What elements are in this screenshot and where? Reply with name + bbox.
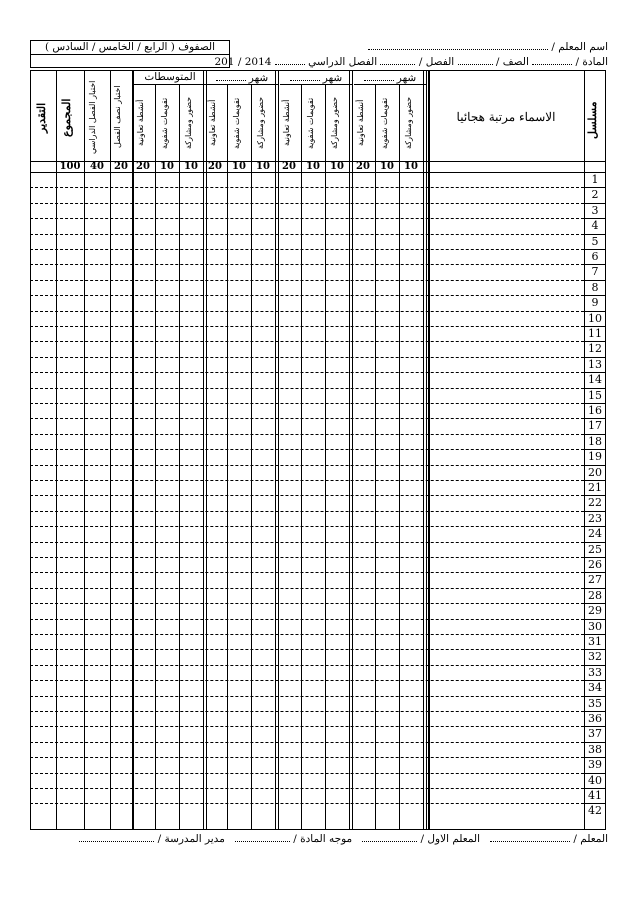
row-number: 38	[588, 742, 602, 756]
section-blank[interactable]	[380, 55, 415, 65]
table-row[interactable]	[30, 803, 606, 818]
month-2-max: 10	[306, 161, 320, 172]
month-1-header	[354, 71, 426, 84]
table-row[interactable]	[30, 557, 606, 572]
table-row[interactable]	[30, 418, 606, 433]
table-row[interactable]	[30, 480, 606, 495]
row-number: 6	[591, 250, 599, 263]
row-number: 30	[588, 619, 602, 633]
month-3-max: 20	[208, 161, 222, 172]
row-number: 29	[588, 604, 602, 618]
month-2-subheader: تقويمات شفوية	[306, 97, 315, 149]
month-2-header	[280, 71, 352, 84]
footer-principal-blank[interactable]	[79, 832, 154, 842]
row-number: 42	[588, 804, 602, 818]
grade-header: التقدير	[35, 102, 48, 134]
teacher-name-blank[interactable]	[368, 40, 548, 50]
month-1-name-blank[interactable]	[364, 71, 394, 81]
class-blank[interactable]	[458, 55, 493, 65]
total-header: المجموع	[60, 98, 73, 138]
row-number: 15	[588, 388, 602, 402]
row-number: 10	[588, 311, 602, 325]
subject-label: المادة /	[575, 56, 608, 68]
month-2-name-blank[interactable]	[290, 71, 320, 81]
averages-header-line	[134, 84, 206, 85]
table-row[interactable]	[30, 572, 606, 587]
final-header: اختبار الفصل الدراسي	[88, 80, 97, 154]
footer-first-teacher-blank[interactable]	[362, 832, 417, 842]
footer-supervisor-blank[interactable]	[235, 832, 290, 842]
subject-blank[interactable]	[532, 55, 572, 65]
grades-label: الصفوف ( الرابع / الخامس / السادس )	[44, 41, 216, 53]
row-number: 3	[591, 203, 599, 217]
table-row[interactable]	[30, 511, 606, 526]
table-row[interactable]	[30, 203, 606, 218]
row-number: 9	[591, 296, 599, 310]
table-row[interactable]	[30, 264, 606, 279]
table-row[interactable]	[30, 649, 606, 664]
averages-max: 10	[184, 161, 198, 172]
month-2-subheader: حضور ومشاركة	[330, 96, 339, 150]
row-number: 41	[588, 789, 602, 802]
table-row[interactable]	[30, 465, 606, 480]
averages-subheader: أنشطة تعاونية	[136, 99, 145, 147]
footer-supervisor-label: موجه المادة /	[293, 833, 353, 845]
table-row[interactable]	[30, 742, 606, 757]
table-row[interactable]	[30, 680, 606, 695]
row-number: 18	[588, 434, 602, 448]
table-row[interactable]	[30, 357, 606, 372]
row-number: 13	[588, 357, 602, 371]
averages-subheader: حضور ومشاركة	[184, 96, 193, 150]
max-midterm: 20	[114, 161, 128, 172]
row-number: 36	[588, 712, 602, 725]
table-row[interactable]	[30, 495, 606, 510]
month-2-max: 20	[282, 161, 296, 172]
table-row[interactable]	[30, 172, 606, 187]
table-row[interactable]	[30, 326, 606, 341]
table-row[interactable]	[30, 295, 606, 310]
footer-teacher-label: المعلم /	[573, 833, 608, 845]
table-row[interactable]	[30, 788, 606, 803]
table-row[interactable]	[30, 388, 606, 403]
row-number: 40	[588, 773, 602, 787]
row-number: 33	[588, 665, 602, 679]
row-number: 34	[588, 681, 602, 695]
row-number: 37	[588, 727, 602, 741]
month-1-subheader: حضور ومشاركة	[404, 96, 413, 150]
row-number: 4	[591, 219, 599, 233]
table-row[interactable]	[30, 526, 606, 541]
table-row[interactable]	[30, 665, 606, 680]
row-number: 14	[588, 373, 602, 387]
row-number: 17	[588, 419, 602, 433]
footer-principal-label: مدير المدرسة /	[157, 833, 225, 845]
row-number: 32	[588, 650, 602, 664]
footer-first-teacher-label: المعلم الاول /	[420, 833, 481, 845]
month-2-header-line	[280, 84, 352, 85]
row-number: 39	[588, 758, 602, 772]
row-number: 25	[588, 542, 602, 556]
table-row[interactable]	[30, 449, 606, 464]
averages-subheader: تقويمات شفوية	[160, 97, 169, 149]
row-number: 35	[588, 696, 602, 710]
month-1-header-line	[354, 84, 426, 85]
row-number: 21	[588, 481, 602, 494]
month-3-subheader: أنشطة تعاونية	[208, 99, 217, 147]
row-number: 26	[588, 558, 602, 571]
teacher-label: اسم المعلم /	[551, 41, 608, 53]
midterm-header: اختبار نصف الفصل	[113, 85, 122, 149]
footer-signatures	[28, 832, 608, 845]
month-1-max: 10	[380, 161, 394, 172]
table-row[interactable]	[30, 403, 606, 418]
row-number: 23	[588, 511, 602, 525]
month-3-subheader: حضور ومشاركة	[256, 96, 265, 150]
table-row[interactable]	[30, 218, 606, 233]
row-number: 12	[588, 342, 602, 356]
month-3-header-line	[206, 84, 278, 85]
table-row[interactable]	[30, 696, 606, 711]
month-3-subheader: تقويمات شفوية	[232, 97, 241, 149]
names-header: الاسماء مرتبة هجائيا	[456, 110, 556, 124]
row-number: 16	[588, 404, 602, 417]
row-number: 24	[588, 527, 602, 541]
table-row[interactable]	[30, 726, 606, 741]
subject-line	[214, 55, 608, 68]
table-row[interactable]	[30, 187, 606, 202]
table-row[interactable]	[30, 434, 606, 449]
month-3-name-blank[interactable]	[216, 71, 246, 81]
month-1-subheader: أنشطة تعاونية	[356, 99, 365, 147]
row-number: 31	[588, 635, 602, 648]
table-row[interactable]	[30, 588, 606, 603]
row-number: 11	[588, 327, 602, 340]
month-2-header-label: شهر	[322, 72, 343, 84]
footer-teacher-blank[interactable]	[490, 832, 570, 842]
averages-header	[134, 71, 206, 83]
year-label: 2014 /	[237, 56, 272, 68]
month-3-header	[206, 71, 278, 84]
table-row[interactable]	[30, 280, 606, 295]
table-row[interactable]	[30, 757, 606, 772]
term-label: الفصل الدراسي	[308, 56, 378, 68]
table-row[interactable]	[30, 234, 606, 249]
table-row[interactable]	[30, 619, 606, 634]
averages-max: 10	[160, 161, 174, 172]
max-final: 40	[90, 161, 104, 172]
table-row[interactable]	[30, 603, 606, 618]
averages-max: 20	[136, 161, 150, 172]
month-1-subheader: تقويمات شفوية	[380, 97, 389, 149]
term-blank[interactable]	[275, 55, 305, 65]
row-number: 5	[591, 234, 599, 248]
averages-header-label: المتوسطات	[144, 71, 196, 83]
row-number: 8	[591, 280, 599, 294]
table-row[interactable]	[30, 372, 606, 387]
month-3-max: 10	[256, 161, 270, 172]
month-2-max: 10	[330, 161, 344, 172]
table-row[interactable]	[30, 249, 606, 264]
row-number: 2	[591, 188, 599, 202]
table-row[interactable]	[30, 711, 606, 726]
row-number: 20	[588, 465, 602, 479]
table-row[interactable]	[30, 773, 606, 788]
serial-header: مسلسل	[586, 101, 599, 139]
row-number: 1	[591, 173, 599, 186]
year-prefix: 201	[214, 56, 235, 68]
table-row[interactable]	[30, 634, 606, 649]
max-total: 100	[59, 161, 81, 172]
row-number: 27	[588, 573, 602, 587]
row-number: 22	[588, 496, 602, 510]
section-label: الفصل /	[418, 56, 455, 68]
month-3-header-label: شهر	[248, 72, 269, 84]
month-1-header-label: شهر	[396, 72, 417, 84]
table-row[interactable]	[30, 542, 606, 557]
table-row[interactable]	[30, 311, 606, 326]
grades-box-lower	[30, 55, 230, 68]
month-1-max: 10	[404, 161, 418, 172]
month-1-max: 20	[356, 161, 370, 172]
row-number: 28	[588, 588, 602, 602]
row-number: 7	[591, 265, 599, 279]
teacher-name-line	[308, 40, 608, 53]
class-label: الصف /	[495, 56, 529, 68]
row-number: 19	[588, 450, 602, 464]
month-3-max: 10	[232, 161, 246, 172]
table-row[interactable]	[30, 341, 606, 356]
month-2-subheader: أنشطة تعاونية	[282, 99, 291, 147]
